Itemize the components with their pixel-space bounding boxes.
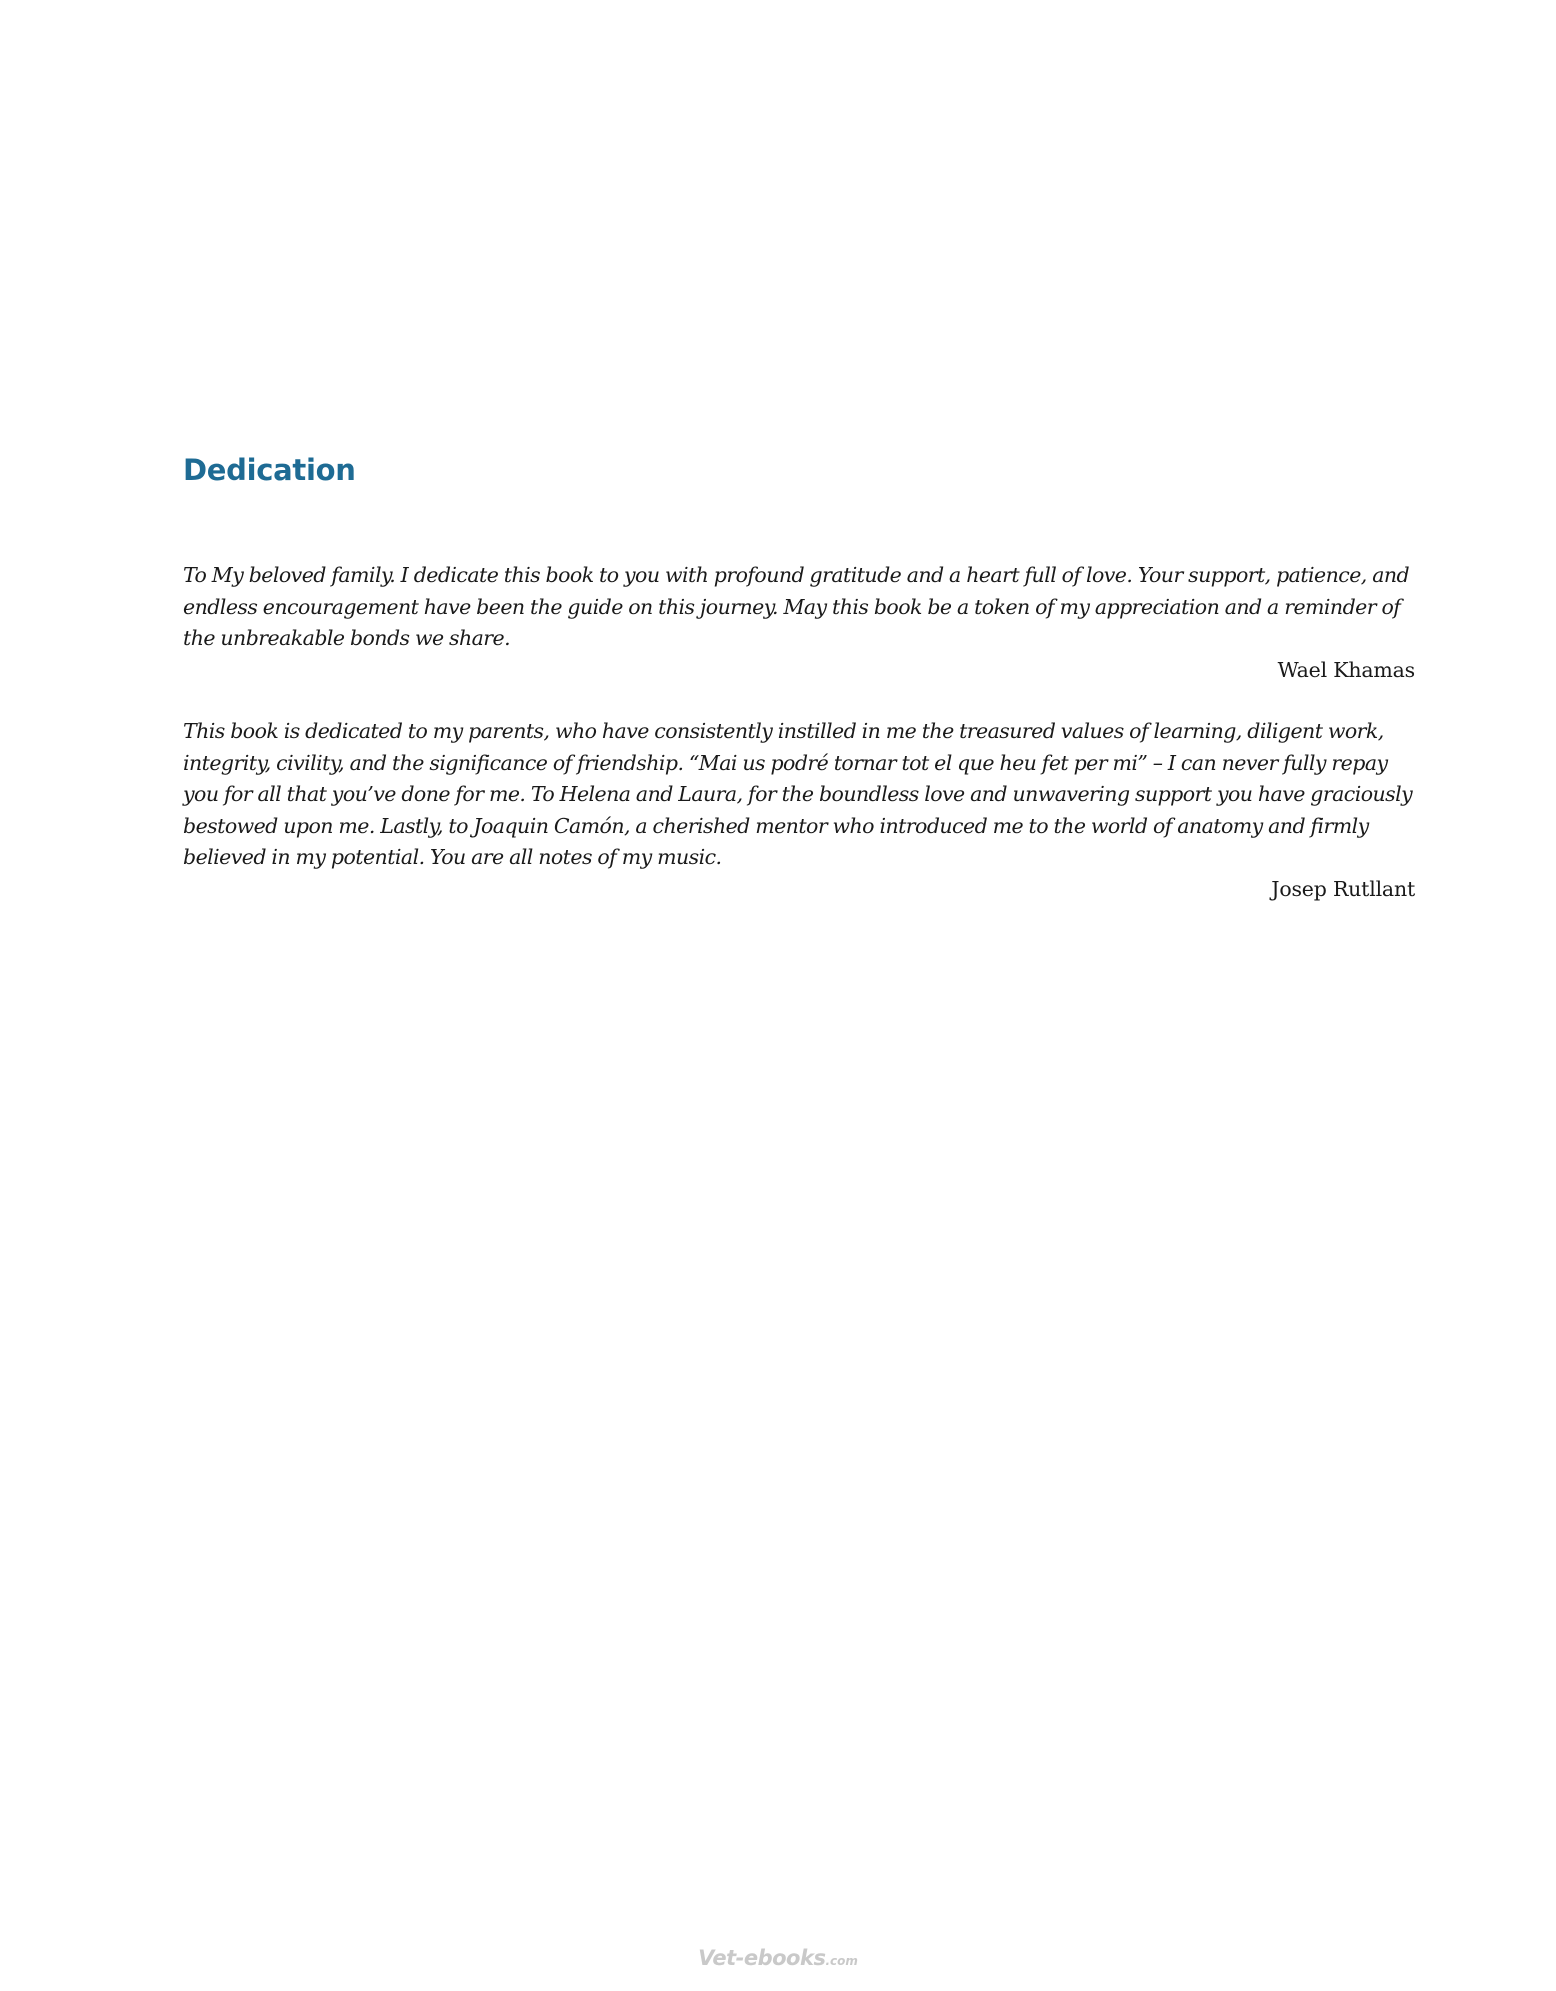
dedication-text: This book is dedicated to my parents, who have consistently instilled in me the treasured values of learning, diligent work, integrity, civility, and the significance of friendship. “Mai us podré tornar tot el que heu fet per mi” – I can never fully repay you for all that you’ve done for me. To Helena and Laura, for the boundless love and unwavering support you have graciously bestowed upon me. Lastly, to Joaquin Camón, a cherished mentor who introduced me to the world of anatomy and firmly believed in my potential. You are all notes of my music. (183, 719, 1413, 870)
watermark-tld: .com (825, 1954, 858, 1968)
page-title: Dedication (183, 453, 356, 487)
watermark-logo (0, 1946, 1556, 1970)
watermark-brand: Vet-ebooks (698, 1946, 826, 1970)
dedication-block-2 (183, 716, 1415, 906)
dedication-signature: Josep Rutllant (1271, 876, 1415, 901)
dedication-text: To My beloved family. I dedicate this book to you with profound gratitude and a heart full of love. Your support, patience, and endless encouragement have been the guide on this journey. May this book be a token of my appreciation and a reminder of the unbreakable bonds we share. (183, 563, 1410, 651)
dedication-block-1 (183, 560, 1415, 686)
dedication-signature: Wael Khamas (1277, 657, 1415, 682)
